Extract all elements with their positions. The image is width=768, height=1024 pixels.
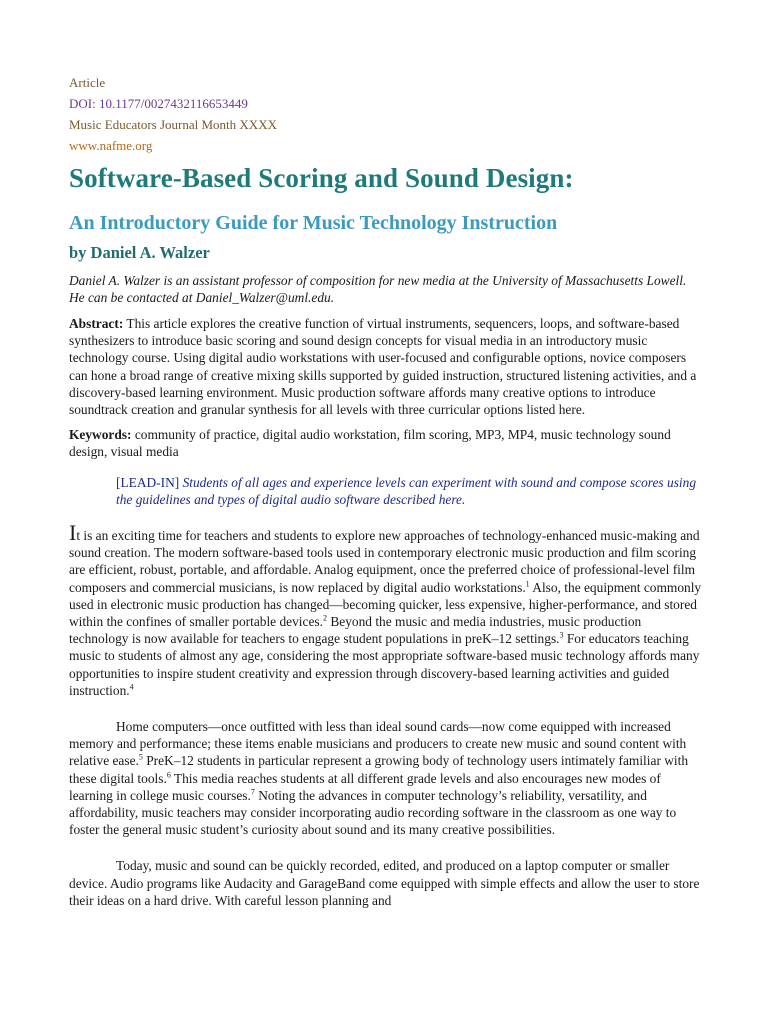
body-text: For educators teaching music to students of almost any age, considering the most appropriate software-based music technology affords many opportunities to inspire student creativity and expression through discovery-based learning activities and guided instruction. [69,631,700,698]
article-subtitle: An Introductory Guide for Music Technology Instruction [69,212,558,234]
body-paragraph-1 [69,520,703,699]
lead-in-tag: [LEAD-IN] [116,474,180,490]
body-text: Beyond the music and media industries, music production technology is now available for teachers to engage student populations in preK–12 settings. [69,614,642,647]
footnote-ref[interactable]: 3 [559,630,564,640]
footnote-ref[interactable]: 1 [525,579,530,589]
keywords [69,426,703,460]
body-text: Also, the equipment commonly used in electronic music production has changed—becoming quicker, less expensive, higher-performance, and stored within the confines of smaller portable devices. [69,579,702,630]
footnote-ref[interactable]: 2 [322,613,327,623]
lead-in [116,474,703,508]
author-bio: Daniel A. Walzer is an assistant professor of composition for new media at the University of Massachusetts Lowell. He can be contacted at Daniel_Walzer@uml.edu. [69,273,687,305]
footnote-ref[interactable]: 7 [250,787,255,797]
journal-url[interactable]: www.nafme.org [69,138,153,153]
journal-line: Music Educators Journal Month XXXX [69,117,277,132]
footnote-ref[interactable]: 6 [166,770,171,780]
abstract-label: Abstract: [69,316,124,331]
author-byline: by Daniel A. Walzer [69,243,210,262]
abstract [69,315,703,418]
body-paragraph-3: Today, music and sound can be quickly recorded, edited, and produced on a laptop computer or smaller device. Audio programs like Audacity and GarageBand come equipped with simple effects and allow the user to store their ideas on a hard drive. With careful lesson planning and [69,858,700,908]
body-text: PreK–12 students in particular represent a growing body of technology users intimately familiar with these digital tools. [69,753,689,786]
body-paragraph-2 [69,718,703,838]
article-label: Article [69,75,106,90]
footnote-ref[interactable]: 5 [138,753,143,762]
body-text: Noting the advances in computer technology’s reliability, versatility, and affordability, music teachers may consider incorporating audio recording software in the classroom as one way to foster the general music student’s curiosity about sound and its many creative possibilities. [69,787,677,838]
document-page [69,72,703,909]
keywords-text: community of practice, digital audio workstation, film scoring, MP3, MP4, music technology sound design, visual media [69,427,671,460]
body-text: Home computers—once outfitted with less than ideal sound cards—now come equipped with increased memory and performance; these items enable musicians and producers to create new music and sound content with relative ease. [69,719,687,769]
body-text: This media reaches students at all different grade levels and also encourages new modes of learning in college music courses. [69,770,661,803]
doi-line: DOI: 10.1177/0027432116653449 [69,96,248,111]
abstract-text: This article explores the creative function of virtual instruments, sequencers, loops, and software-based synthesizers to introduce basic scoring and sound design concepts for visual media in an introductory music technology course. Using digital audio workstations with user-focused and configurable options, novice composers can hone a broad range of creative mixing skills supported by guided instruction, structured listening activities, and a discovery-based learning environment. Music production software affords many creative options to introduce soundtrack creation and granular synthesis for all levels with three curricular options listed here. [69,316,697,418]
body-text: t is an exciting time for teachers and students to explore new approaches of technology-enhanced music-making and sound creation. The modern software-based tools used in contemporary electronic music production and film scoring are efficient, robust, portable, and affordable. Analog equipment, once the preferred choice of professional-level film composers and commercial musicians, is now replaced by digital audio workstations. [69,528,700,595]
article-title: Software-Based Scoring and Sound Design: [69,163,574,193]
footnote-ref[interactable]: 4 [129,682,134,692]
drop-cap: I [69,520,77,546]
keywords-label: Keywords: [69,427,132,443]
lead-in-text: Students of all ages and experience levels can experiment with sound and compose scores using the guidelines and types of digital audio software described here. [116,474,697,507]
